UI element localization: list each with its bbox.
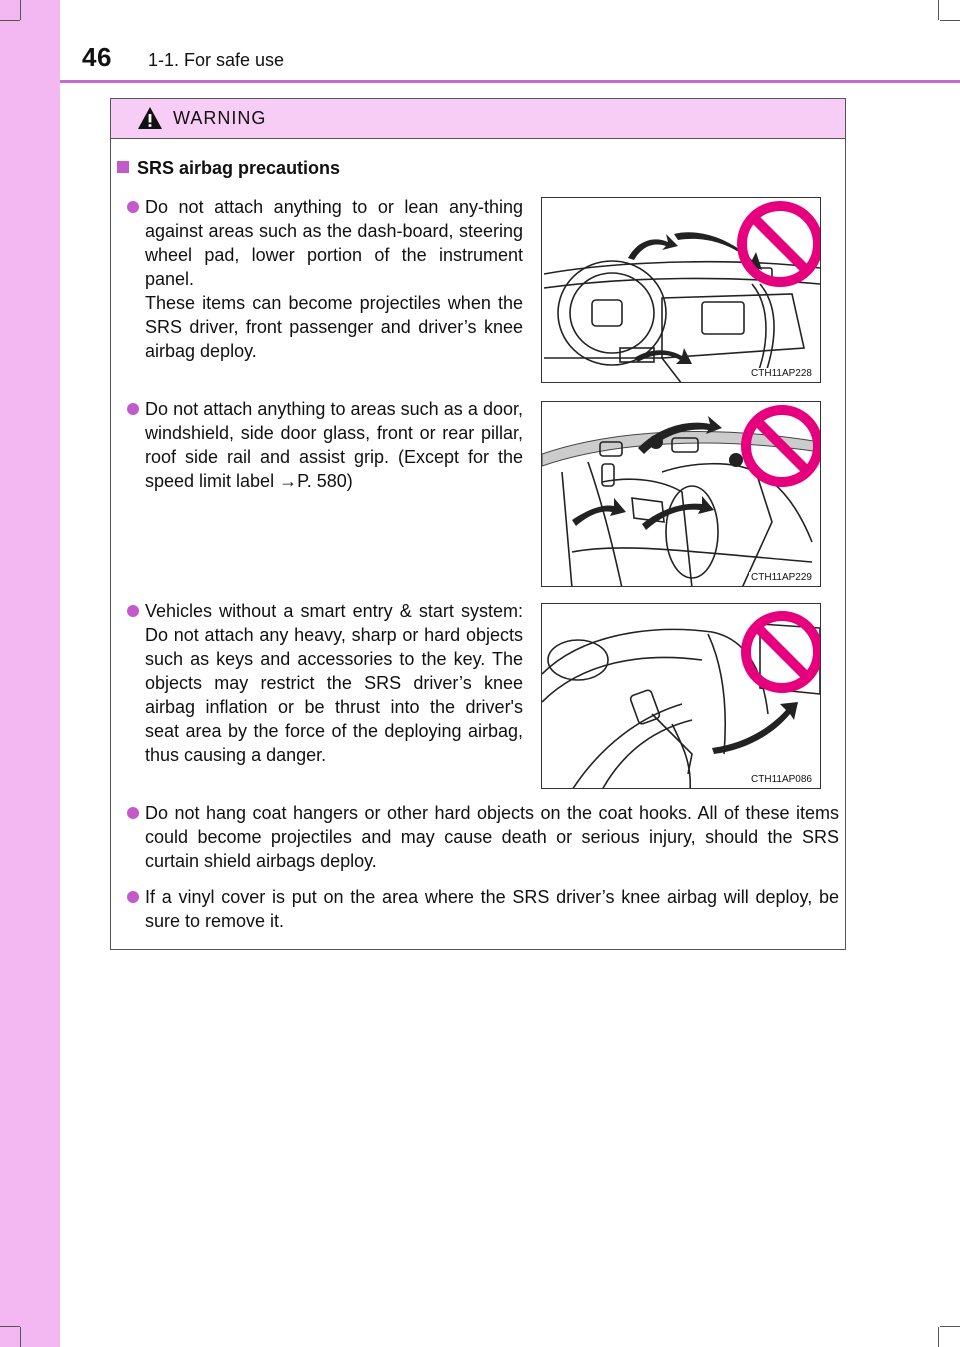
item-text: Do not attach anything to or lean any-thing against areas such as the dash-board, steering wheel pad, lower portion of the instrument panel.: [145, 197, 523, 289]
bullet-icon: [127, 605, 139, 617]
list-item: [127, 801, 839, 873]
page-number: 46: [82, 42, 112, 72]
figure-code: CTH11AP229: [751, 572, 812, 583]
item-text: Do not hang coat hangers or other hard objects on the coat hooks. All of these items could become projectiles and may cause death or serious injury, should the SRS curtain shield airbags deploy.: [145, 803, 839, 871]
item-note: These items can become projectiles when the SRS driver, front passenger and driver’s knee airbag deploy.: [145, 293, 523, 361]
illustration-cabin: [541, 401, 821, 587]
illustration-key-ignition: [541, 603, 821, 789]
item-text: Vehicles without a smart entry & start system: Do not attach any heavy, sharp or hard objects such as keys and accessories to the key. The objects may restrict the SRS driver’s knee airbag inflation or be thrust into the driver's seat area by the force of the deploying airbag, thus causing a danger.: [145, 601, 523, 765]
warning-header: [111, 99, 845, 139]
crop-mark: [940, 1326, 960, 1327]
bullet-icon: [127, 201, 139, 213]
warning-triangle-icon: [137, 106, 163, 130]
list-item: [127, 195, 523, 363]
bullet-icon: [127, 891, 139, 903]
crop-mark: [940, 20, 960, 21]
warning-title: WARNING: [173, 108, 267, 128]
header-divider: [60, 80, 960, 83]
bullet-icon: [127, 807, 139, 819]
cabin-drawing: [542, 402, 821, 587]
crop-mark: [20, 0, 21, 20]
crop-mark: [938, 0, 939, 20]
key-ignition-drawing: [542, 604, 821, 789]
illustration-dashboard: [541, 197, 821, 383]
item-text: Do not attach anything to areas such as a door, windshield, side door glass, front or rear pillar, roof side rail and assist grip. (Except for the speed limit label →P. 580): [145, 399, 523, 491]
list-item: [127, 885, 839, 933]
figure-code: CTH11AP086: [751, 774, 812, 785]
section-square-icon: [117, 161, 129, 173]
bullet-icon: [127, 403, 139, 415]
crop-mark: [938, 1327, 939, 1347]
chapter-title: 1-1. For safe use: [148, 50, 285, 70]
dashboard-drawing: [542, 198, 821, 383]
section-title: [117, 158, 340, 179]
side-tab-strip: [0, 0, 60, 1347]
crop-mark: [0, 20, 20, 21]
figure-code: CTH11AP228: [751, 368, 812, 379]
list-item: [127, 397, 523, 493]
section-title-text: SRS airbag precautions: [137, 158, 341, 178]
prohibition-sign-icon: [746, 616, 818, 688]
item-text: If a vinyl cover is put on the area where the SRS driver’s knee airbag will deploy, be sure to remove it.: [145, 887, 839, 931]
prohibition-sign-icon: [742, 206, 818, 282]
list-item: [127, 599, 523, 767]
page-header: [60, 0, 960, 80]
warning-box: [110, 98, 846, 950]
crop-mark: [20, 1327, 21, 1347]
crop-mark: [0, 1326, 20, 1327]
